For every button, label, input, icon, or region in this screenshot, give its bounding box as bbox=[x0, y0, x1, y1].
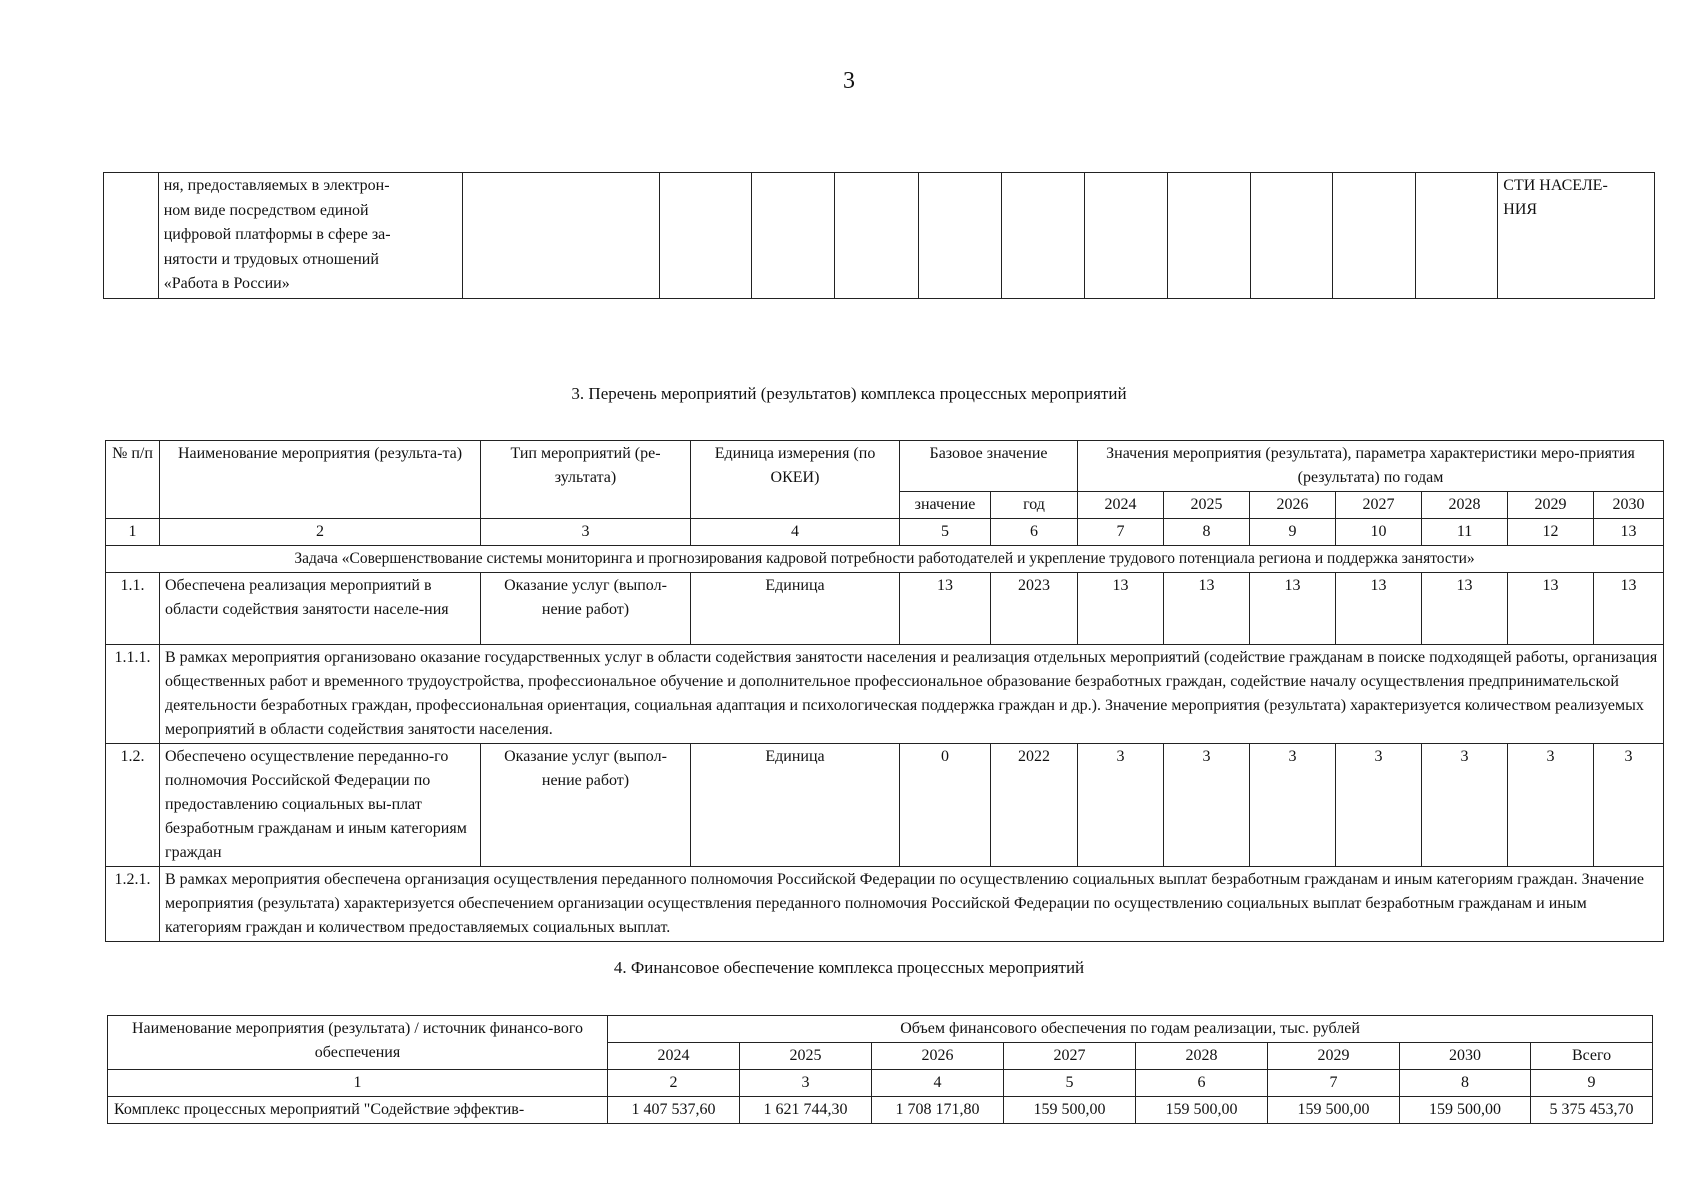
column-number-row: 1 2 3 4 5 6 7 8 9 10 11 12 13 bbox=[106, 519, 1664, 546]
header-base: Базовое значение bbox=[900, 441, 1078, 492]
fin-header-volume: Объем финансового обеспечения по годам реализации, тыс. рублей bbox=[608, 1016, 1653, 1043]
header-year: 2030 bbox=[1594, 492, 1664, 519]
fin-header-name: Наименование мероприятия (результата) / источник финансо-вого обеспечения bbox=[108, 1016, 608, 1070]
header-values: Значения мероприятия (результата), параметра характеристики меро-приятия (результата) по годам bbox=[1078, 441, 1664, 492]
task-row: Задача «Совершенствование системы мониторинга и прогнозирования кадровой потребности работодателей и укрепление трудового потенциала региона и поддержка занятости» bbox=[106, 546, 1664, 573]
header-num: № п/п bbox=[106, 441, 160, 519]
indicator-name-cont bbox=[158, 173, 463, 299]
table-row: 1.2.1. В рамках мероприятия обеспечена организация осуществления переданного полномочия Российской Федерации по осуществлению социальных выплат безработным гражданам и иным категориям граждан. Значение мероприятия (результата) характеризуется обеспечением организации осуществления переданного полномочия Российской Федерации по осуществлению социальных выплат безработным гражданам и иным категориям граждан и количеством предоставляемых социальных выплат. bbox=[106, 867, 1664, 942]
fin-header-year: 2028 bbox=[1136, 1043, 1268, 1070]
page-number: 3 bbox=[843, 68, 855, 94]
activities-table bbox=[105, 440, 1664, 942]
header-base-year: год bbox=[991, 492, 1078, 519]
cell-empty bbox=[104, 173, 159, 299]
header-year: 2026 bbox=[1250, 492, 1336, 519]
header-year: 2028 bbox=[1422, 492, 1508, 519]
name-line: цифровой платформы в сфере за- bbox=[163, 226, 391, 243]
header-name: Наименование мероприятия (результа-та) bbox=[160, 441, 481, 519]
fin-header-year: 2029 bbox=[1268, 1043, 1400, 1070]
table-row: 1.1.1. В рамках мероприятия организовано оказание государственных услуг в области содействия занятости населения и реализация отдельных мероприятий (содействие гражданам в поиске подходящей работы, организация общественных работ и временного трудоустройства, профессиональное обучение и дополнительное профессиональное образование безработных граждан, содействие началу осуществления предпринимательской деятельности безработных граждан, профессиональная ориентация, социальная адаптация и психологическая поддержка граждан и др.). Значение мероприятия (результата) характеризуется количеством реализуемых мероприятий в области содействия занятости населения. bbox=[106, 645, 1664, 744]
name-line: ном виде посредством единой bbox=[163, 201, 369, 219]
fin-header-total: Всего bbox=[1531, 1043, 1653, 1070]
name-line: «Работа в России» bbox=[163, 275, 290, 292]
fin-header-year: 2024 bbox=[608, 1043, 740, 1070]
fin-header-year: 2025 bbox=[740, 1043, 872, 1070]
header-year: 2025 bbox=[1164, 492, 1250, 519]
financing-table bbox=[107, 1015, 1653, 1124]
fin-header-year: 2030 bbox=[1400, 1043, 1531, 1070]
fin-header-year: 2027 bbox=[1004, 1043, 1136, 1070]
responsible-cont: СТИ НАСЕЛЕ- НИЯ bbox=[1498, 173, 1655, 299]
name-line: ня, предоставляемых в электрон- bbox=[163, 177, 390, 194]
fin-column-number-row: 1 2 3 4 5 6 7 8 9 bbox=[108, 1070, 1653, 1097]
section-3-title: 3. Перечень мероприятий (результатов) комплекса процессных мероприятий bbox=[571, 384, 1127, 403]
table-row: Комплекс процессных мероприятий "Содействие эффектив- 1 407 537,60 1 621 744,30 1 708 171,80 159 500,00 159 500,00 159 500,00 159 500,00 5 375 453,70 bbox=[108, 1097, 1653, 1124]
header-year: 2029 bbox=[1508, 492, 1594, 519]
table-row: 1.1. Обеспечена реализация мероприятий в области содействия занятости населе-ния Оказание услуг (выпол-нение работ) Единица 13 2023 13 13 13 13 13 13 13 bbox=[106, 573, 1664, 645]
header-year: 2024 bbox=[1078, 492, 1164, 519]
header-year: 2027 bbox=[1336, 492, 1422, 519]
continued-indicators-table bbox=[103, 172, 1655, 299]
fin-header-year: 2026 bbox=[872, 1043, 1004, 1070]
section-4-title: 4. Финансовое обеспечение комплекса процессных мероприятий bbox=[613, 958, 1085, 977]
header-unit: Единица измерения (по ОКЕИ) bbox=[691, 441, 900, 519]
name-line: нятости и трудовых отношений bbox=[163, 250, 379, 268]
table-row: 1.2. Обеспечено осуществление переданно-го полномочия Российской Федерации по предоставлению социальных вы-плат безработным гражданам и иным категориям граждан Оказание услуг (выпол-нение работ) Единица 0 2022 3 3 3 3 3 3 3 bbox=[106, 744, 1664, 867]
header-base-value: значение bbox=[900, 492, 991, 519]
header-type: Тип мероприятий (ре-зультата) bbox=[481, 441, 691, 519]
